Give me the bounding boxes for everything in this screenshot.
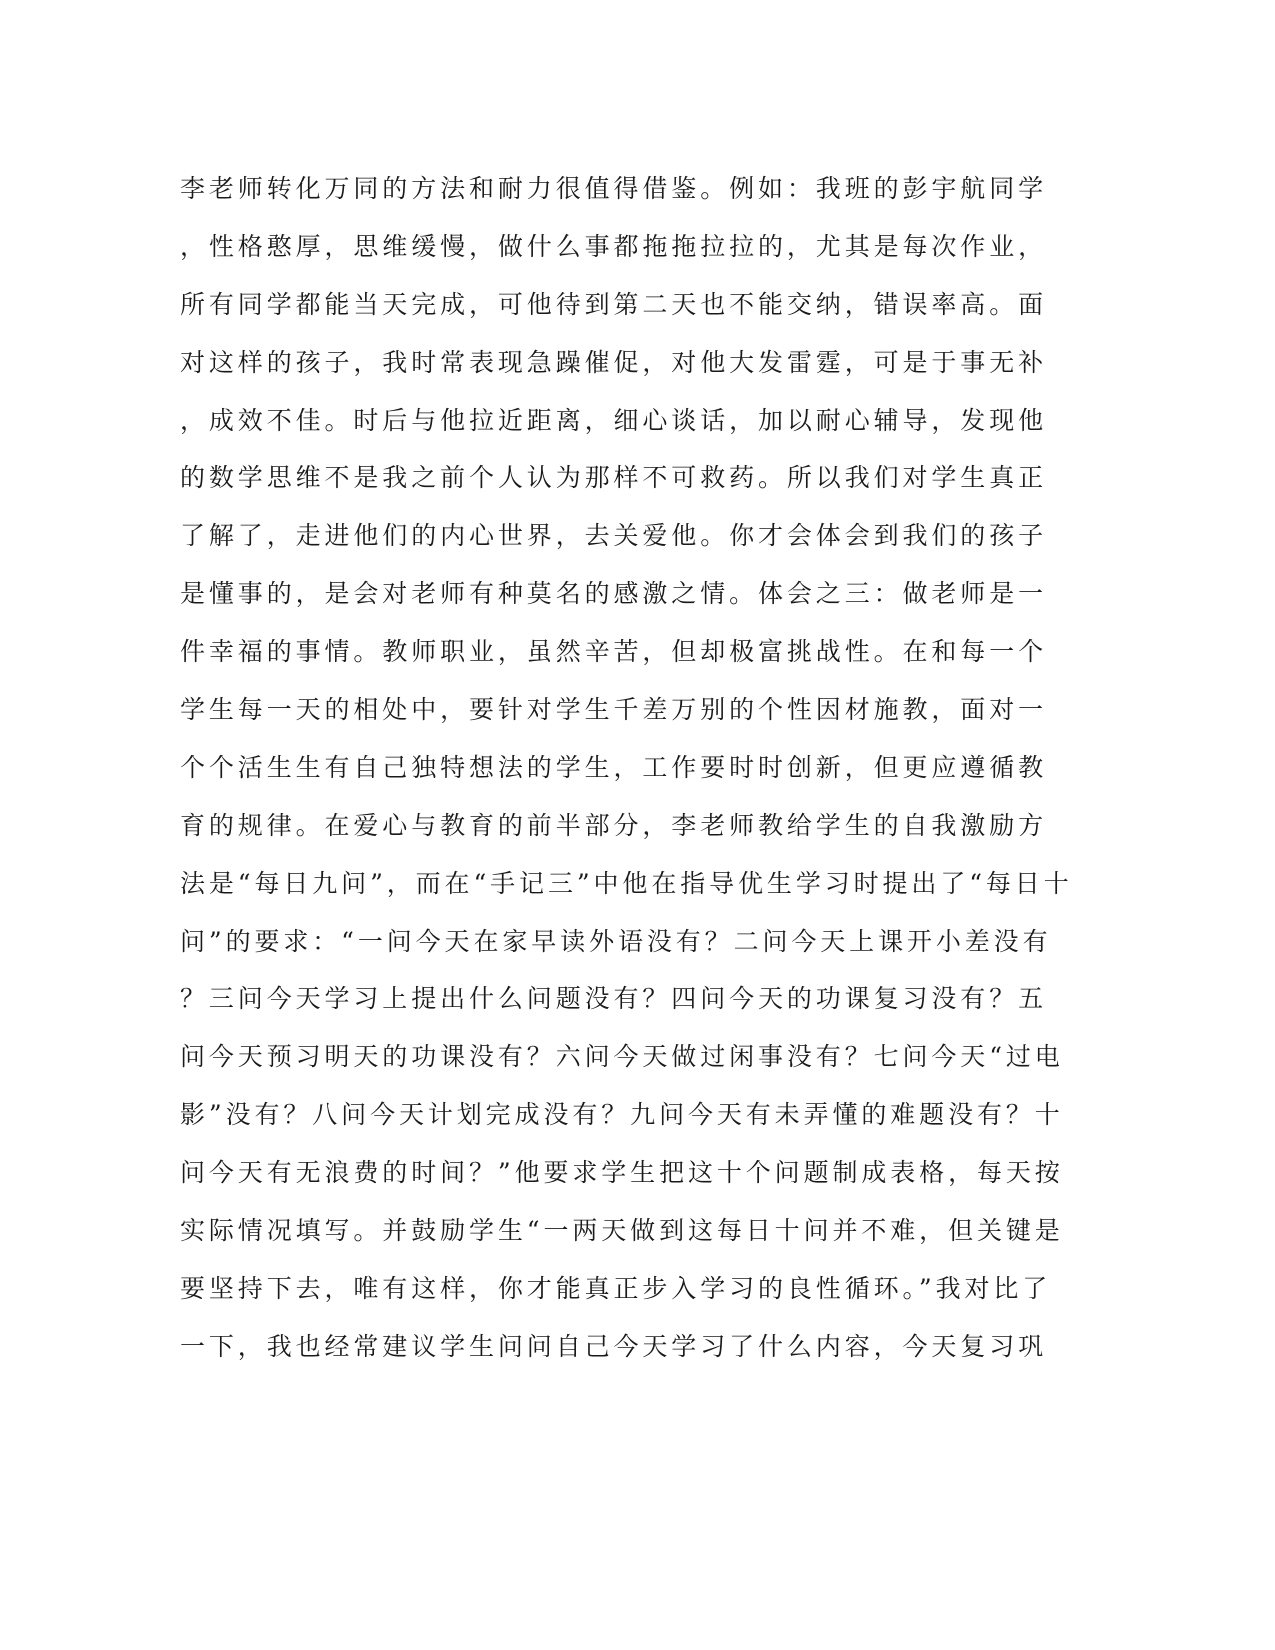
text-line: 的数学思维不是我之前个人认为那样不可救药。所以我们对学生真正 (180, 463, 1048, 493)
text-line: 李老师转化万同的方法和耐力很值得借鉴。例如：我班的彭宇航同学 (180, 174, 1048, 203)
body-text (180, 160, 1073, 1376)
text-line: 法是“每日九问”，而在“手记三”中他在指导优生学习时提出了“每日十 (180, 868, 1073, 898)
text-line: ，性格憨厚，思维缓慢，做什么事都拖拖拉拉的，尤其是每次作业， (180, 231, 1048, 261)
text-line: 件幸福的事情。教师职业，虽然辛苦，但却极富挑战性。在和每一个 (180, 637, 1048, 667)
text-line: 学生每一天的相处中，要针对学生千差万别的个性因材施教，面对一 (180, 695, 1048, 725)
text-line: 问今天预习明天的功课没有？六问今天做过闲事没有？七问今天“过电 (180, 1042, 1064, 1072)
text-line: 一下，我也经常建议学生问问自己今天学习了什么内容，今天复习巩 (180, 1331, 1048, 1361)
text-line: 所有同学都能当天完成，可他待到第二天也不能交纳，错误率高。面 (180, 289, 1048, 319)
text-line: 实际情况填写。并鼓励学生“一两天做到这每日十问并不难，但关键是 (180, 1216, 1064, 1246)
text-line: 问今天有无浪费的时间？”他要求学生把这十个问题制成表格，每天按 (180, 1158, 1064, 1188)
text-line: ，成效不佳。时后与他拉近距离，细心谈话，加以耐心辅导，发现他 (180, 405, 1048, 435)
text-line: 问”的要求：“一问今天在家早读外语没有？二问今天上课开小差没有 (180, 926, 1052, 956)
text-line: 个个活生生有自己独特想法的学生，工作要时时创新，但更应遵循教 (180, 752, 1048, 782)
text-line: 要坚持下去，唯有这样，你才能真正步入学习的良性循环。”我对比了 (180, 1273, 1052, 1303)
text-line: 育的规律。在爱心与教育的前半部分，李老师教给学生的自我激励方 (180, 810, 1048, 840)
text-line: 了解了，走进他们的内心世界，去关爱他。你才会体会到我们的孩子 (180, 521, 1048, 551)
text-line: 是懂事的，是会对老师有种莫名的感激之情。体会之三：做老师是一 (180, 579, 1048, 609)
text-line: ？三问今天学习上提出什么问题没有？四问今天的功课复习没有？五 (180, 984, 1048, 1014)
text-line: 对这样的孩子，我时常表现急躁催促，对他大发雷霆，可是于事无补 (180, 347, 1048, 377)
text-line: 影”没有？八问今天计划完成没有？九问今天有未弄懂的难题没有？十 (180, 1100, 1064, 1130)
